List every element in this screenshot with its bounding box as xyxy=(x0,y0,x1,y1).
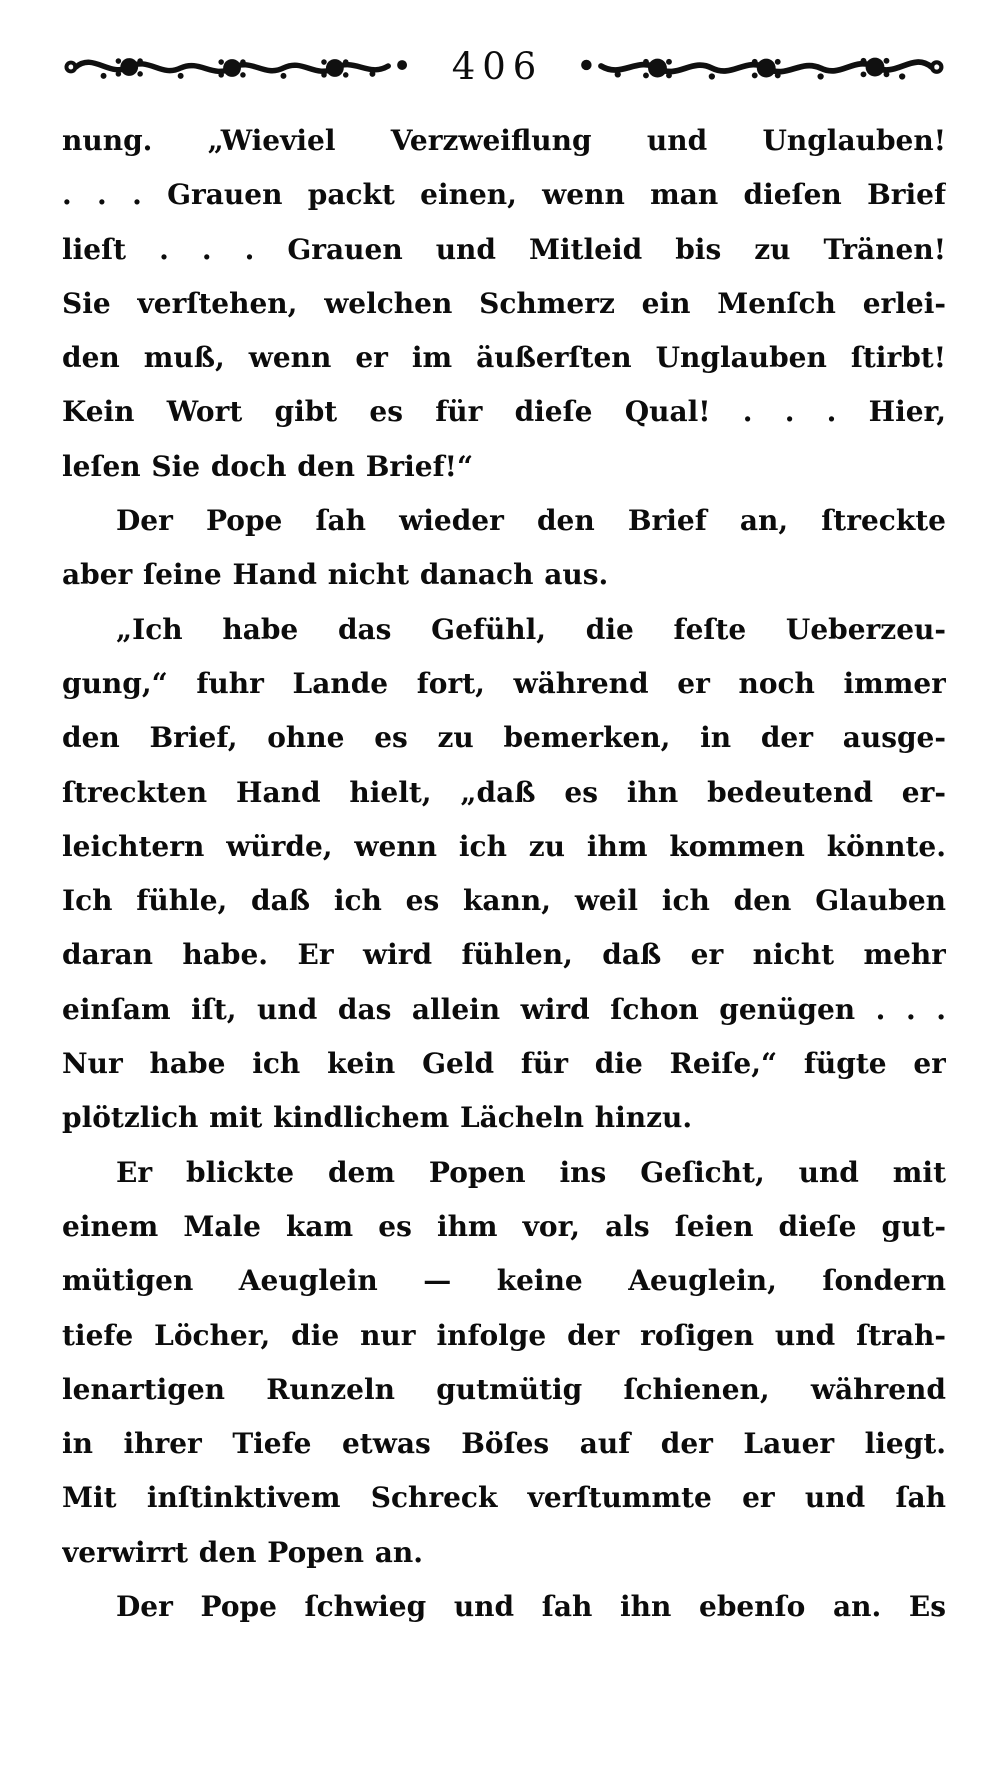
text-line: daran habe. Er wird fühlen, daß er nicht mehr xyxy=(62,938,946,972)
text-line: den Brief, ohne es zu bemerken, in der ausge- xyxy=(62,721,946,755)
text-line: aber ſeine Hand nicht danach aus. xyxy=(62,558,609,592)
text-line: ſtreckten Hand hielt, „daß es ihn bedeutend er- xyxy=(62,775,946,809)
text-line: leſen Sie doch den Brief!“ xyxy=(62,449,474,483)
text-line: Der Pope ſah wieder den Brief an, ſtreckte xyxy=(116,504,946,538)
page-header xyxy=(64,42,944,90)
text-line: verwirrt den Popen an. xyxy=(62,1535,423,1569)
text-line: mütigen Aeuglein — keine Aeuglein, ſondern xyxy=(62,1264,946,1298)
text-line: tiefe Löcher, die nur infolge der roſigen und ſtrah- xyxy=(62,1318,946,1352)
page-text xyxy=(62,114,946,1634)
text-line: leichtern würde, wenn ich zu ihm kommen könnte. xyxy=(62,829,946,863)
page-number: 406 xyxy=(451,44,544,88)
text-line: in ihrer Tiefe etwas Böſes auf der Lauer liegt. xyxy=(62,1427,946,1461)
text-line: den muß, wenn er im äußerſten Unglauben ſtirbt! xyxy=(62,341,946,375)
text-line: plötzlich mit kindlichem Lächeln hinzu. xyxy=(62,1101,693,1135)
text-line: Kein Wort gibt es für dieſe Qual! . . . Hier, xyxy=(62,395,946,429)
text-line: Sie verſtehen, welchen Schmerz ein Menſch erlei- xyxy=(62,286,946,320)
text-line: Nur habe ich kein Geld für die Reiſe,“ fügte er xyxy=(62,1047,946,1081)
floral-vine-ornament-right-icon xyxy=(578,47,944,85)
text-line: einſam iſt, und das allein wird ſchon genügen . . . xyxy=(62,992,946,1026)
text-line: einem Male kam es ihm vor, als ſeien dieſe gut- xyxy=(62,1209,946,1243)
text-line: nung. „Wieviel Verzweiflung und Unglauben! xyxy=(62,124,946,157)
text-line: . . . Grauen packt einen, wenn man dieſen Brief xyxy=(62,178,946,212)
text-line: Mit inſtinktivem Schreck verſtummte er und ſah xyxy=(62,1481,946,1515)
text-line: lenartigen Runzeln gutmütig ſchienen, während xyxy=(62,1372,946,1406)
text-line: Er blickte dem Popen ins Geſicht, und mit xyxy=(116,1155,946,1189)
text-line: Der Pope ſchwieg und ſah ihn ebenſo an. Es xyxy=(116,1590,946,1624)
text-line: „Ich habe das Gefühl, die feſte Ueberzeu- xyxy=(116,612,946,646)
text-line: Ich fühle, daß ich es kann, weil ich den Glauben xyxy=(62,884,946,918)
text-line: gung,“ fuhr Lande fort, während er noch immer xyxy=(62,666,946,700)
text-line: lieſt . . . Grauen und Mitleid bis zu Tränen! xyxy=(62,232,946,266)
floral-vine-ornament-left-icon xyxy=(64,47,410,85)
